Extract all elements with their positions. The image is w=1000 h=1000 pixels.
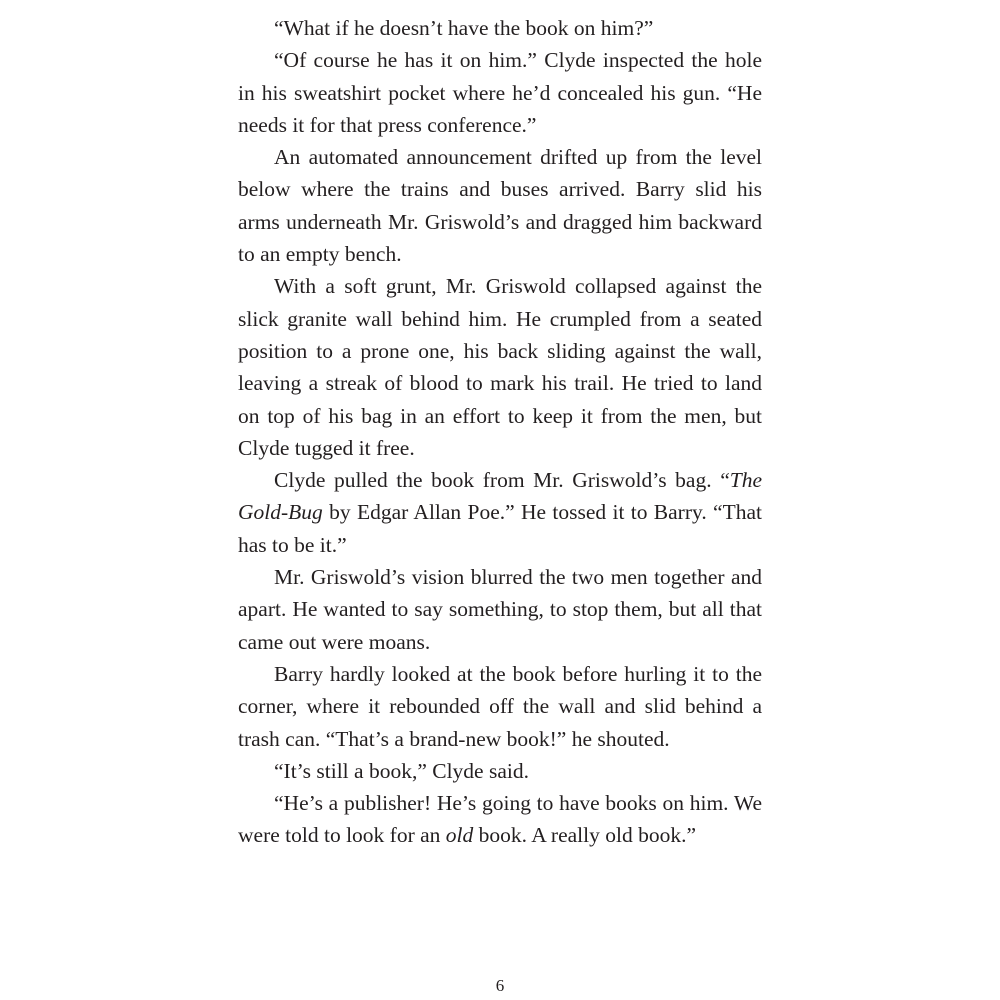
paragraph-text: “What if he doesn’t have the book on him?” [274, 16, 654, 40]
paragraph-3 [238, 141, 762, 270]
page-number: 6 [495, 976, 505, 995]
paragraph-6 [238, 561, 762, 658]
paragraph-1 [238, 12, 762, 44]
paragraph-text: Mr. Griswold’s vision blurred the two men together and apart. He wanted to say something, to stop them, but all that came out were moans. [238, 565, 762, 654]
book-title-italic: The Gold-Bug [238, 468, 762, 525]
paragraph-text: Barry hardly looked at the book before hurling it to the corner, where it rebounded off the wall and slid behind a trash can. “That’s a brand-new book!” he shouted. [238, 661, 762, 751]
paragraph-text: “He’s a publisher! He’s going to have books on him. We were told to look for an [238, 791, 762, 848]
body-text [238, 12, 762, 852]
paragraph-text: An automated announcement drifted up from the level below where the trains and buses arrived. Barry slid his arms underneath Mr. Griswold’s and dragged him backward to an empty bench. [238, 145, 762, 267]
paragraph-5 [238, 464, 762, 561]
paragraph-text: book. A really old book.” [473, 823, 697, 848]
paragraph-7 [238, 658, 762, 755]
paragraph-text: “It’s still a book,” Clyde said. [274, 758, 529, 783]
emphasis-italic: old [445, 823, 474, 848]
paragraph-8 [238, 755, 762, 787]
paragraph-text: With a soft grunt, Mr. Griswold collapsed against the slick granite wall behind him. He crumpled from a seated position to a prone one, his back sliding against the wall, leaving a streak of blood to mark his trail. He tried to land on top of his bag in an effort to keep it from the men, but Clyde tugged it free. [238, 274, 762, 460]
paragraph-text: by Edgar Allan Poe.” He tossed it to Barry. “That has to be it.” [238, 500, 762, 557]
paragraph-4 [238, 270, 762, 464]
paragraph-text: “Of course he has it on him.” Clyde inspected the hole in his sweatshirt pocket where he’d concealed his gun. “He needs it for that press conference.” [238, 48, 762, 137]
paragraph-9 [238, 787, 762, 852]
paragraph-text: Clyde pulled the book from Mr. Griswold’s bag. “ [274, 468, 730, 493]
paragraph-2 [238, 44, 762, 141]
